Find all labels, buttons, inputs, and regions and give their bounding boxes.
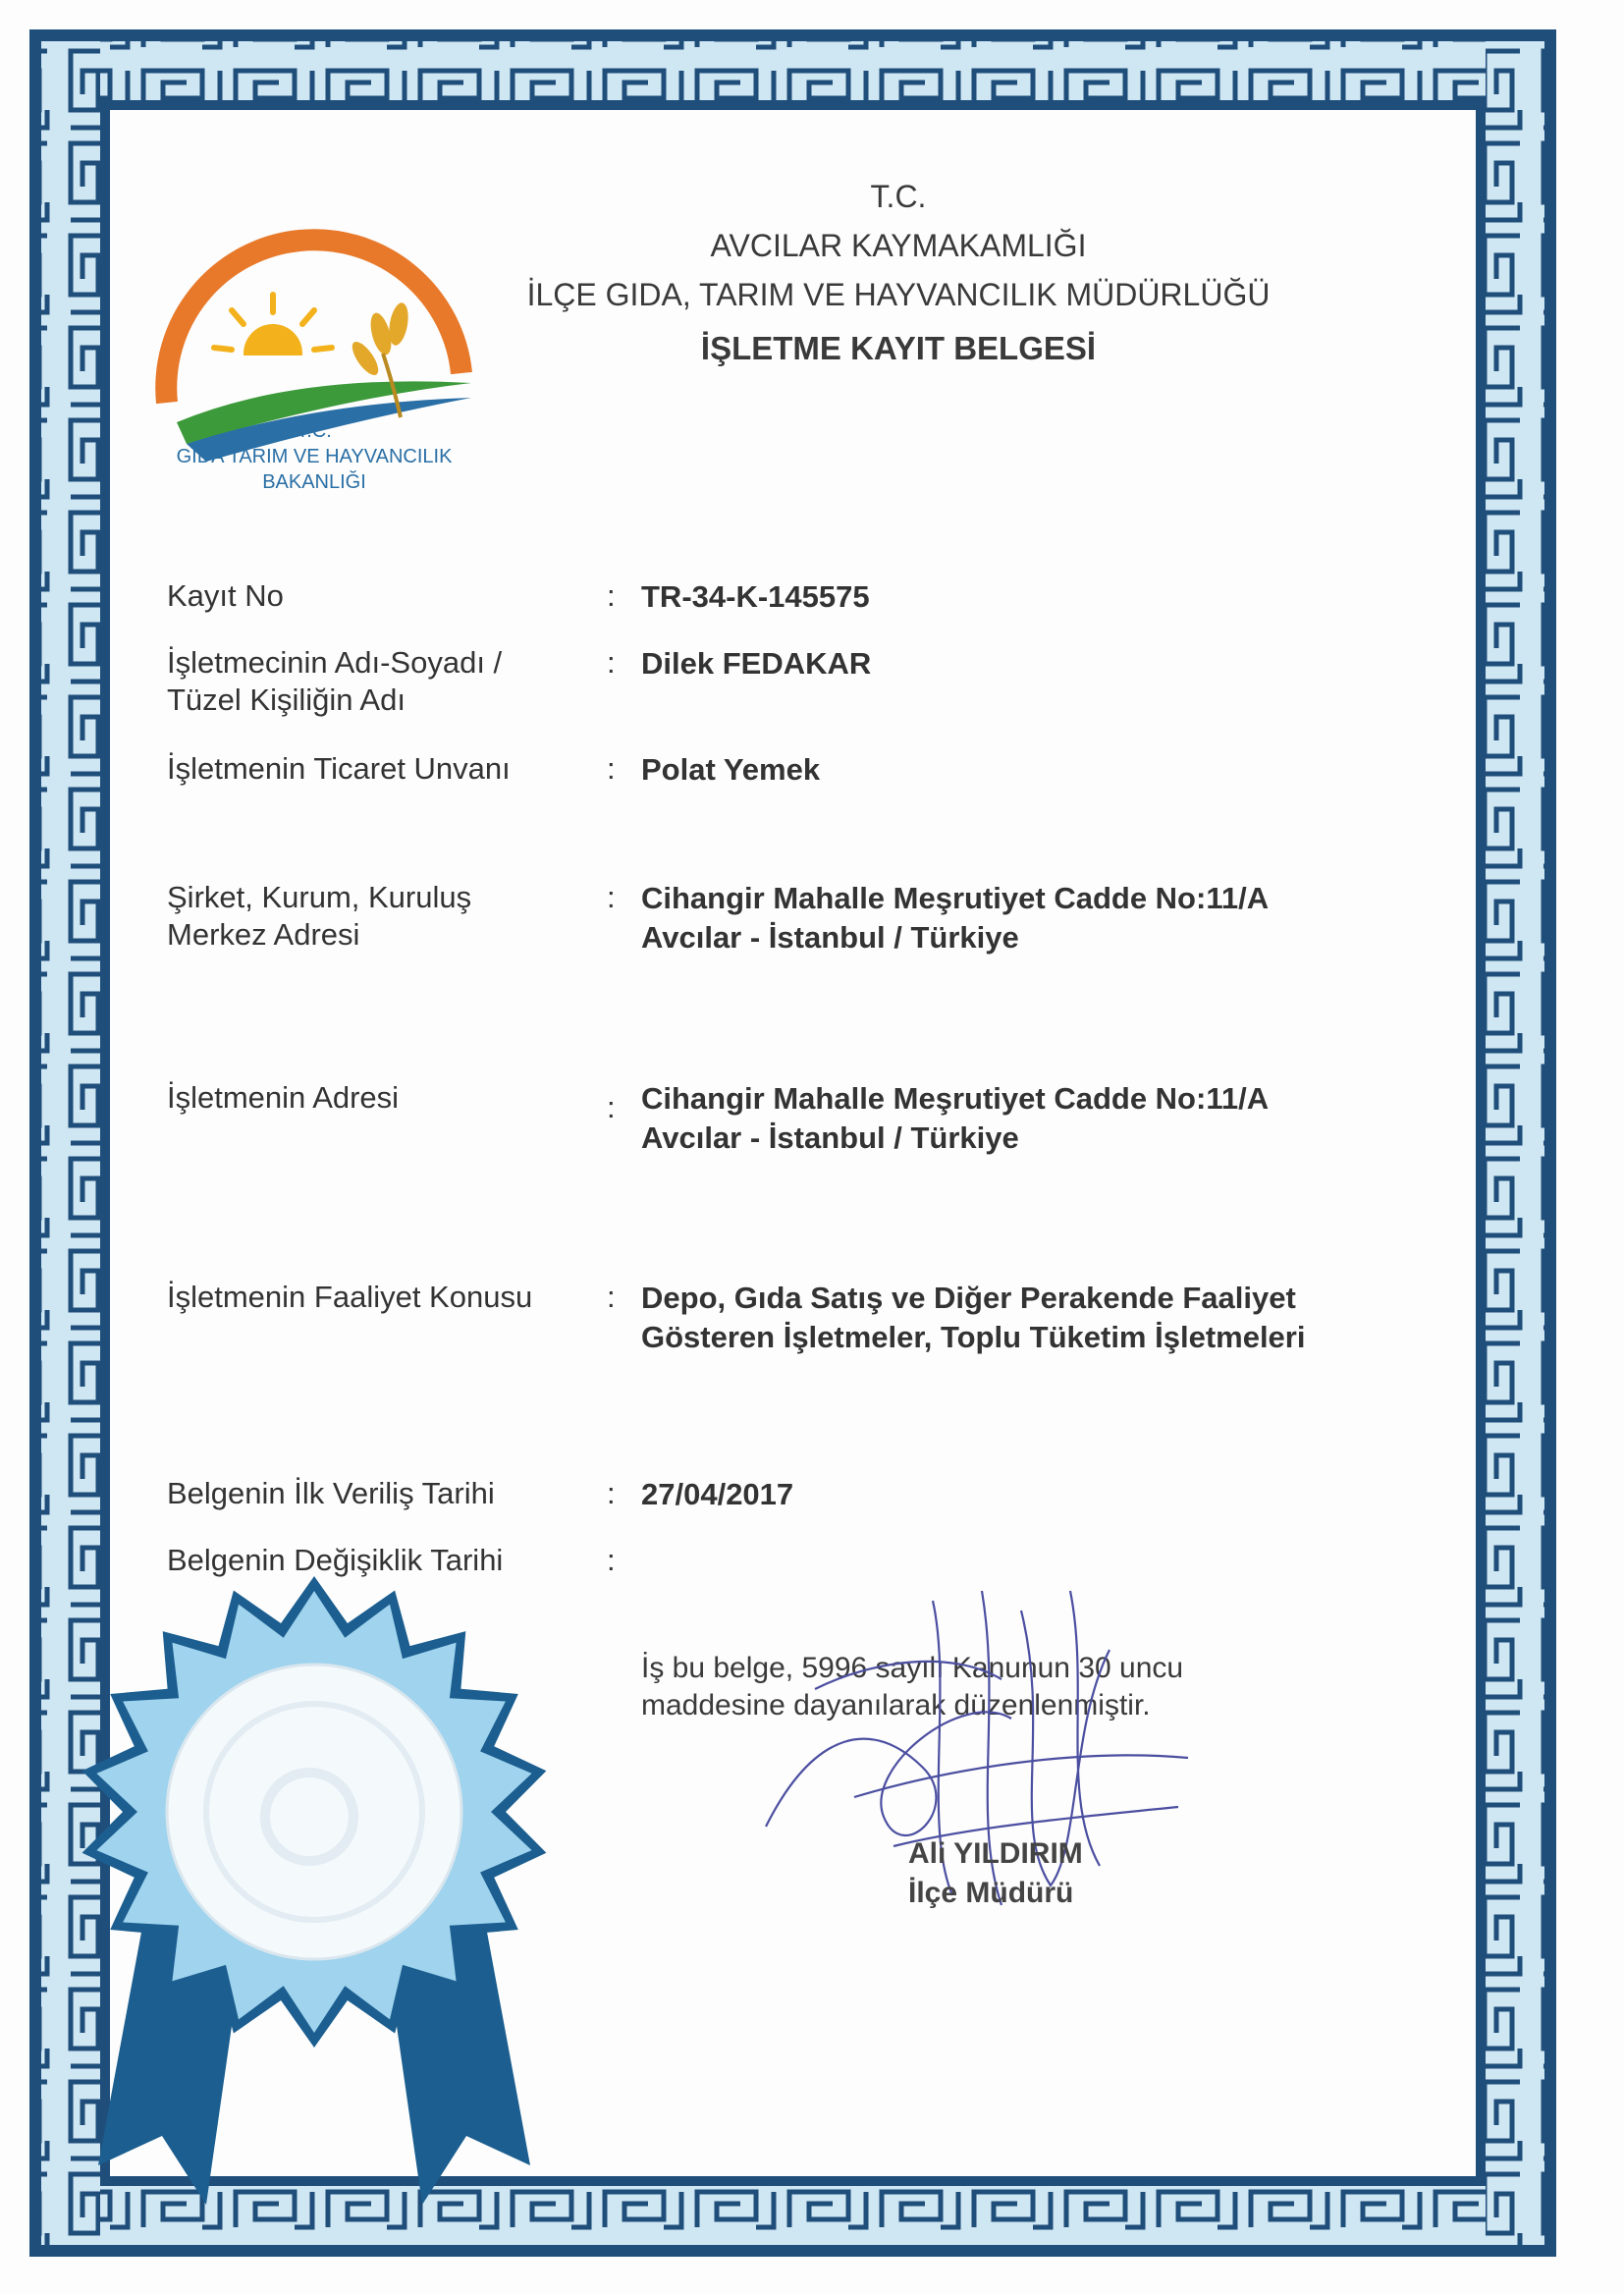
- colon: :: [607, 1476, 616, 1510]
- label-degisiklik-tarihi: Belgenin Değişiklik Tarihi: [167, 1543, 504, 1577]
- value-merkez-adresi-line-1: Cihangir Mahalle Meşrutiyet Cadde No:11/A: [641, 881, 1270, 915]
- label-isletme-adresi: İşletmenin Adresi: [167, 1080, 400, 1115]
- label-kayit-no: Kayıt No: [167, 578, 284, 613]
- signatory-block: [908, 1834, 1083, 1913]
- label-merkez-adresi: [167, 879, 589, 954]
- label-faaliyet-konusu: İşletmenin Faaliyet Konusu: [167, 1280, 533, 1314]
- colon: :: [607, 1090, 616, 1124]
- colon: :: [607, 578, 616, 613]
- colon: :: [607, 751, 616, 786]
- signatory-title: İlçe Müdürü: [908, 1877, 1074, 1909]
- colon: :: [607, 1280, 616, 1314]
- legal-note-line-2: maddesine dayanılarak düzenlenmiştir.: [641, 1689, 1151, 1721]
- seal-embossed-disc: [167, 1665, 461, 1959]
- label-ticaret-unvani: İşletmenin Ticaret Unvanı: [167, 751, 511, 786]
- signatory-name: Ali YILDIRIM: [908, 1837, 1083, 1870]
- value-faaliyet-line-2: Gösteren İşletmeler, Toplu Tüketim İşletmeleri: [641, 1320, 1306, 1354]
- logo-line-2: GIDA TARIM VE HAYVANCILIK: [176, 446, 453, 467]
- header-tc: T.C.: [870, 179, 927, 214]
- value-isletme-adresi-line-1: Cihangir Mahalle Meşrutiyet Cadde No:11/A: [641, 1081, 1270, 1116]
- seal-rosette: [59, 1576, 569, 2224]
- value-ilk-verilis-tarihi: 27/04/2017: [641, 1477, 794, 1511]
- legal-note-line-1: İş bu belge, 5996 sayılı Kanunun 30 uncu: [641, 1652, 1184, 1684]
- value-faaliyet-konusu: [641, 1279, 1407, 1357]
- value-isletme-adresi-line-2: Avcılar - İstanbul / Türkiye: [641, 1120, 1019, 1155]
- value-isletme-adresi: [641, 1079, 1407, 1158]
- value-merkez-adresi-line-2: Avcılar - İstanbul / Türkiye: [641, 920, 1019, 955]
- logo-line-1: T.C.: [297, 420, 332, 442]
- header-kaymakamlik: AVCILAR KAYMAKAMLIĞI: [710, 228, 1087, 263]
- value-faaliyet-line-1: Depo, Gıda Satış ve Diğer Perakende Faaliyet: [641, 1281, 1296, 1315]
- value-ticaret-unvani: Polat Yemek: [641, 752, 821, 787]
- logo-line-3: BAKANLIĞI: [262, 471, 366, 493]
- colon: :: [607, 645, 616, 680]
- label-ilk-verilis-tarihi: Belgenin İlk Veriliş Tarihi: [167, 1476, 495, 1510]
- label-isletmeci-line-1: İşletmecinin Adı-Soyadı /: [167, 645, 503, 680]
- label-merkez-adresi-line-2: Merkez Adresi: [167, 917, 360, 952]
- colon: :: [607, 880, 616, 914]
- label-merkez-adresi-line-1: Şirket, Kurum, Kuruluş: [167, 880, 472, 914]
- header-mudurluk: İLÇE GIDA, TARIM VE HAYVANCILIK MÜDÜRLÜĞÜ: [526, 277, 1271, 312]
- label-isletmeci: [167, 644, 589, 719]
- document-title: İŞLETME KAYIT BELGESİ: [700, 330, 1097, 366]
- label-isletmeci-line-2: Tüzel Kişiliğin Adı: [167, 683, 406, 717]
- value-isletmeci: Dilek FEDAKAR: [641, 646, 872, 681]
- value-merkez-adresi: [641, 879, 1407, 957]
- value-kayit-no: TR-34-K-145575: [641, 579, 870, 614]
- colon: :: [607, 1543, 616, 1577]
